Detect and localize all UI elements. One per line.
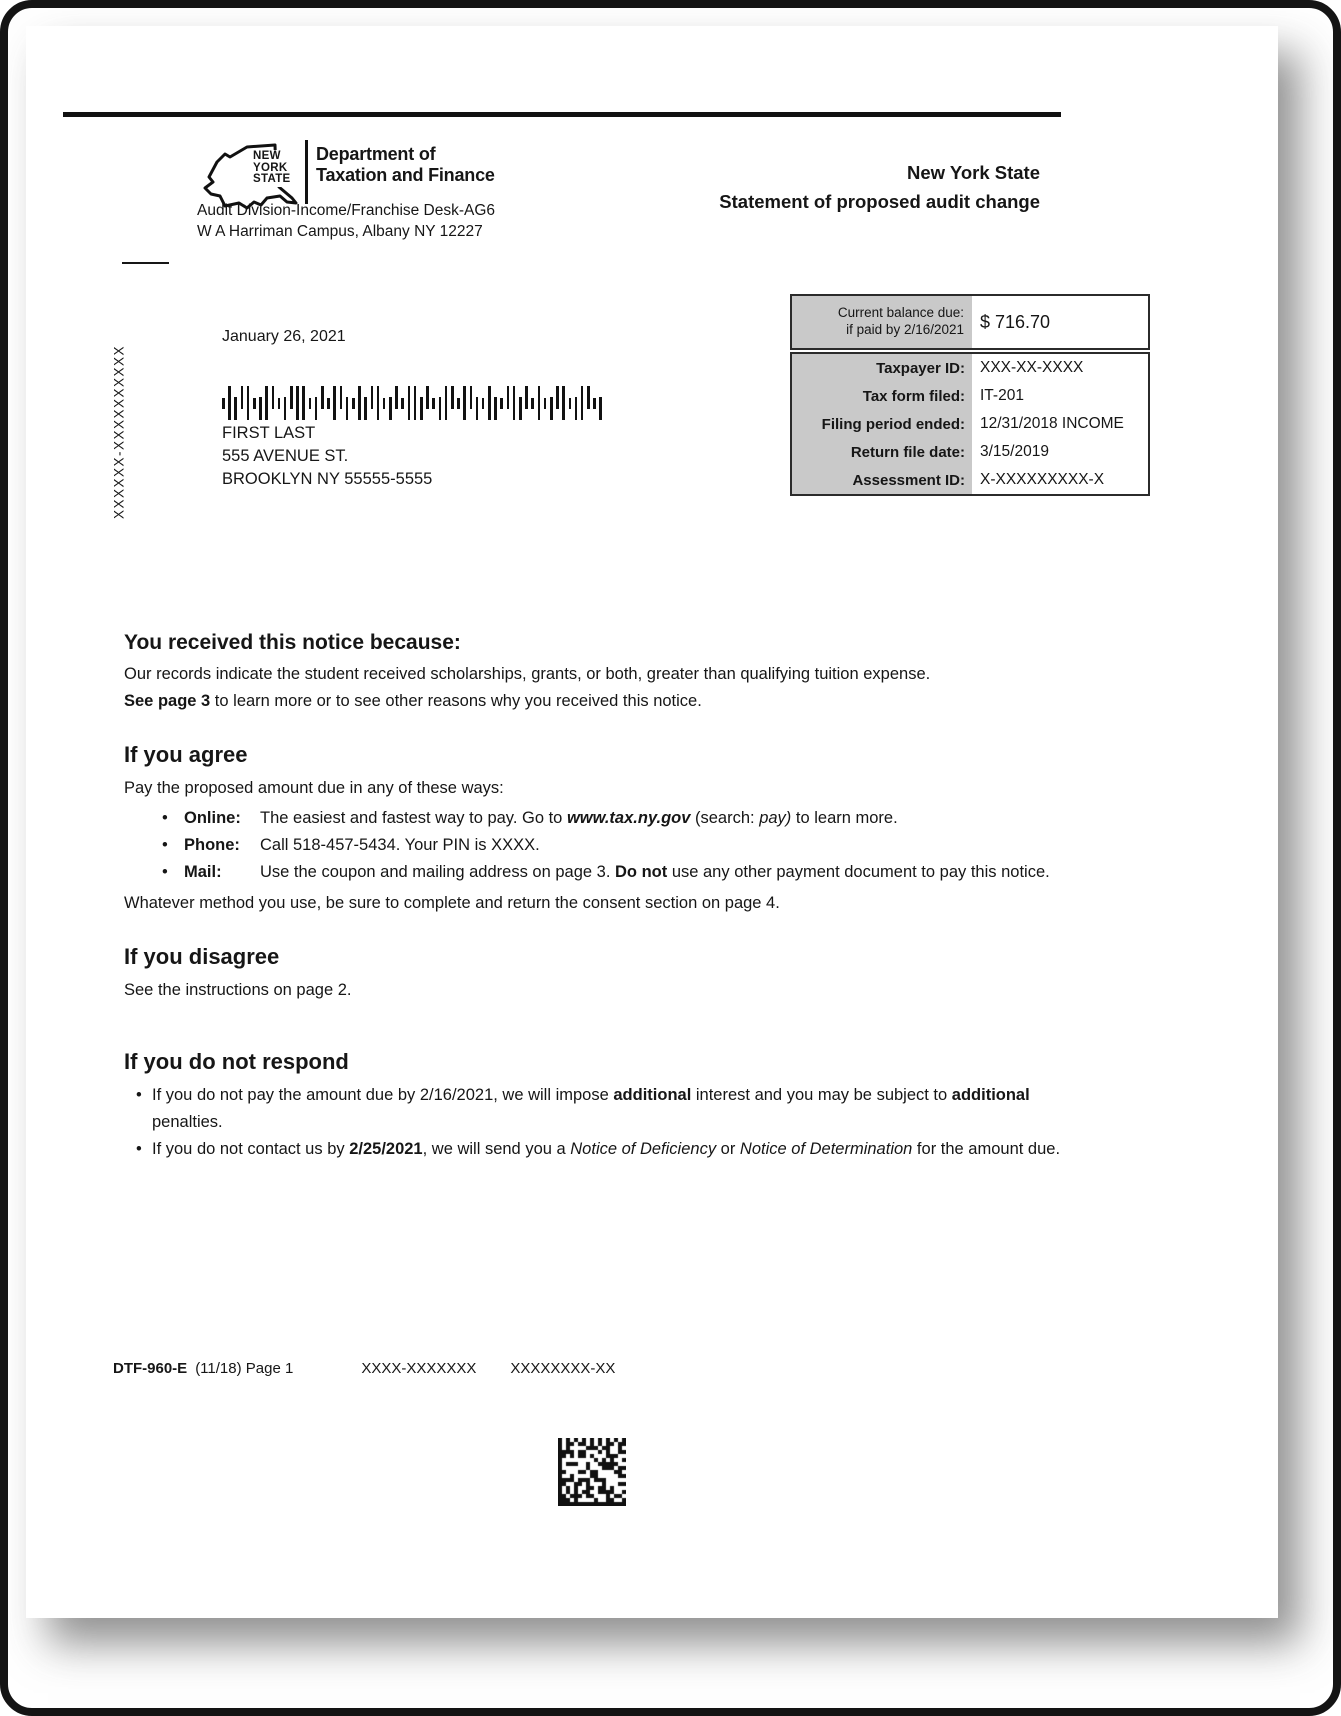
balance-label xyxy=(792,296,972,348)
bullet-icon: • xyxy=(136,1140,142,1158)
list-item-no-contact xyxy=(124,1136,1104,1163)
online-label: Online: xyxy=(184,809,241,827)
department-name xyxy=(316,136,495,186)
row-label-filing-period: Filing period ended: xyxy=(792,410,972,438)
table-row xyxy=(792,382,1148,410)
section-heading-no-respond: If you do not respond xyxy=(124,1049,349,1074)
form-number: DTF-960-E xyxy=(113,1360,188,1377)
table-row xyxy=(792,466,1148,494)
table-row xyxy=(792,410,1148,438)
phone-label: Phone: xyxy=(184,836,240,854)
footer-reference-1: XXXX-XXXXXXX xyxy=(361,1360,477,1377)
usps-intelligent-mail-barcode-icon xyxy=(222,386,622,420)
bullet-icon: • xyxy=(162,809,168,827)
received-body-text: Our records indicate the student received scholarships, grants, or both, greater than qualifying tuition expense. xyxy=(124,665,931,683)
phone-text: Call 518-457-5434. Your PIN is XXXX. xyxy=(260,836,540,854)
received-see-page xyxy=(124,688,1104,715)
tax-ny-gov-link: www.tax.ny.gov xyxy=(566,809,691,827)
table-row xyxy=(792,438,1148,466)
no-pay-text: If you do not pay the amount due by 2/16/2021, we will impose additional interest and you may be subject to additional penalties. xyxy=(152,1086,1030,1131)
row-label-assessment-id: Assessment ID: xyxy=(792,466,972,494)
row-value-filing-period: 12/31/2018 INCOME xyxy=(980,415,1124,432)
logo-words xyxy=(251,150,293,187)
bullet-icon: • xyxy=(162,863,168,881)
balance-amount: $ 716.70 xyxy=(980,311,1051,332)
online-text: The easiest and fastest way to pay. Go to www.tax.ny.gov (search: pay) to learn more. xyxy=(260,809,898,827)
mail-label: Mail: xyxy=(184,863,222,881)
logo-word-york: YORK xyxy=(253,161,288,174)
agree-outro: Whatever method you use, be sure to complete and return the consent section on page 4. xyxy=(124,894,780,912)
notice-body xyxy=(124,630,1104,1163)
footer-reference-2: XXXXXXXX-XX xyxy=(510,1360,616,1377)
table-row xyxy=(792,354,1148,382)
dept-line-2: Taxation and Finance xyxy=(316,165,495,185)
row-value-assessment-id: X-XXXXXXXXX-X xyxy=(980,471,1105,488)
vertical-document-code: XXXXXX-XXXXXXXXXX xyxy=(111,344,127,520)
notice-of-determination-italic: Notice of Determination xyxy=(739,1140,913,1158)
current-balance-box xyxy=(790,294,1150,350)
recipient-street: 555 AVENUE ST. xyxy=(222,447,349,465)
notice-of-deficiency-italic: Notice of Deficiency xyxy=(570,1140,717,1158)
list-item-online xyxy=(124,805,1104,832)
received-body xyxy=(124,661,1104,688)
section-heading-received: You received this notice because: xyxy=(124,631,461,654)
notice-title-state: New York State xyxy=(907,162,1040,183)
see-page-3-bold: See page 3 xyxy=(124,692,211,710)
list-item-phone xyxy=(124,832,1104,859)
dept-line-1: Department of xyxy=(316,144,436,164)
logo-word-state: STATE xyxy=(253,173,291,185)
list-item-mail xyxy=(124,859,1104,886)
balance-label-line-2: if paid by 2/16/2021 xyxy=(846,322,964,337)
no-contact-text: If you do not contact us by 2/25/2021, we will send you a Notice of Deficiency or Notice of Determination for the amount due. xyxy=(152,1140,1061,1158)
row-label-return-file-date: Return file date: xyxy=(792,438,972,466)
agree-intro: Pay the proposed amount due in any of these ways: xyxy=(124,779,504,797)
margin-dash-mark xyxy=(122,262,169,264)
list-item-no-pay xyxy=(124,1082,1104,1136)
disagree-body: See the instructions on page 2. xyxy=(124,981,352,999)
page-footer xyxy=(113,1360,615,1377)
row-label-tax-form: Tax form filed: xyxy=(792,382,972,410)
division-line-1: Audit Division-Income/Franchise Desk-AG6 xyxy=(197,202,496,219)
data-matrix-code-icon xyxy=(558,1438,626,1506)
balance-label-line-1: Current balance due: xyxy=(837,305,964,320)
logo-divider xyxy=(305,140,308,204)
row-value-taxpayer-id: XXX-XX-XXXX xyxy=(980,359,1084,376)
section-heading-agree: If you agree xyxy=(124,742,248,767)
recipient-address-block xyxy=(222,422,432,491)
row-value-return-file-date: 3/15/2019 xyxy=(980,443,1049,460)
recipient-city-state-zip: BROOKLYN NY 55555-5555 xyxy=(222,470,433,488)
section-heading-disagree: If you disagree xyxy=(124,944,280,969)
logo-word-new: NEW xyxy=(253,150,281,162)
payment-options-list xyxy=(124,805,1104,886)
mail-text: Use the coupon and mailing address on page 3. Do not use any other payment document to pay this notice. xyxy=(260,863,1050,881)
bullet-icon: • xyxy=(162,836,168,854)
form-revision-page: (11/18) Page 1 xyxy=(195,1360,294,1377)
header-rule xyxy=(63,112,1061,117)
row-value-tax-form: IT-201 xyxy=(980,387,1024,404)
recipient-name: FIRST LAST xyxy=(222,424,316,442)
notice-title-statement: Statement of proposed audit change xyxy=(719,191,1040,212)
see-page-3-rest: to learn more or to see other reasons why you received this notice. xyxy=(210,692,702,710)
taxpayer-info-table xyxy=(790,352,1150,496)
notice-title xyxy=(640,158,1040,216)
do-not-bold: Do not xyxy=(615,863,668,881)
division-line-2: W A Harriman Campus, Albany NY 12227 xyxy=(197,223,483,240)
row-label-taxpayer-id: Taxpayer ID: xyxy=(792,354,972,382)
bullet-icon: • xyxy=(136,1086,142,1104)
notice-date: January 26, 2021 xyxy=(222,328,346,345)
division-address xyxy=(197,200,495,242)
